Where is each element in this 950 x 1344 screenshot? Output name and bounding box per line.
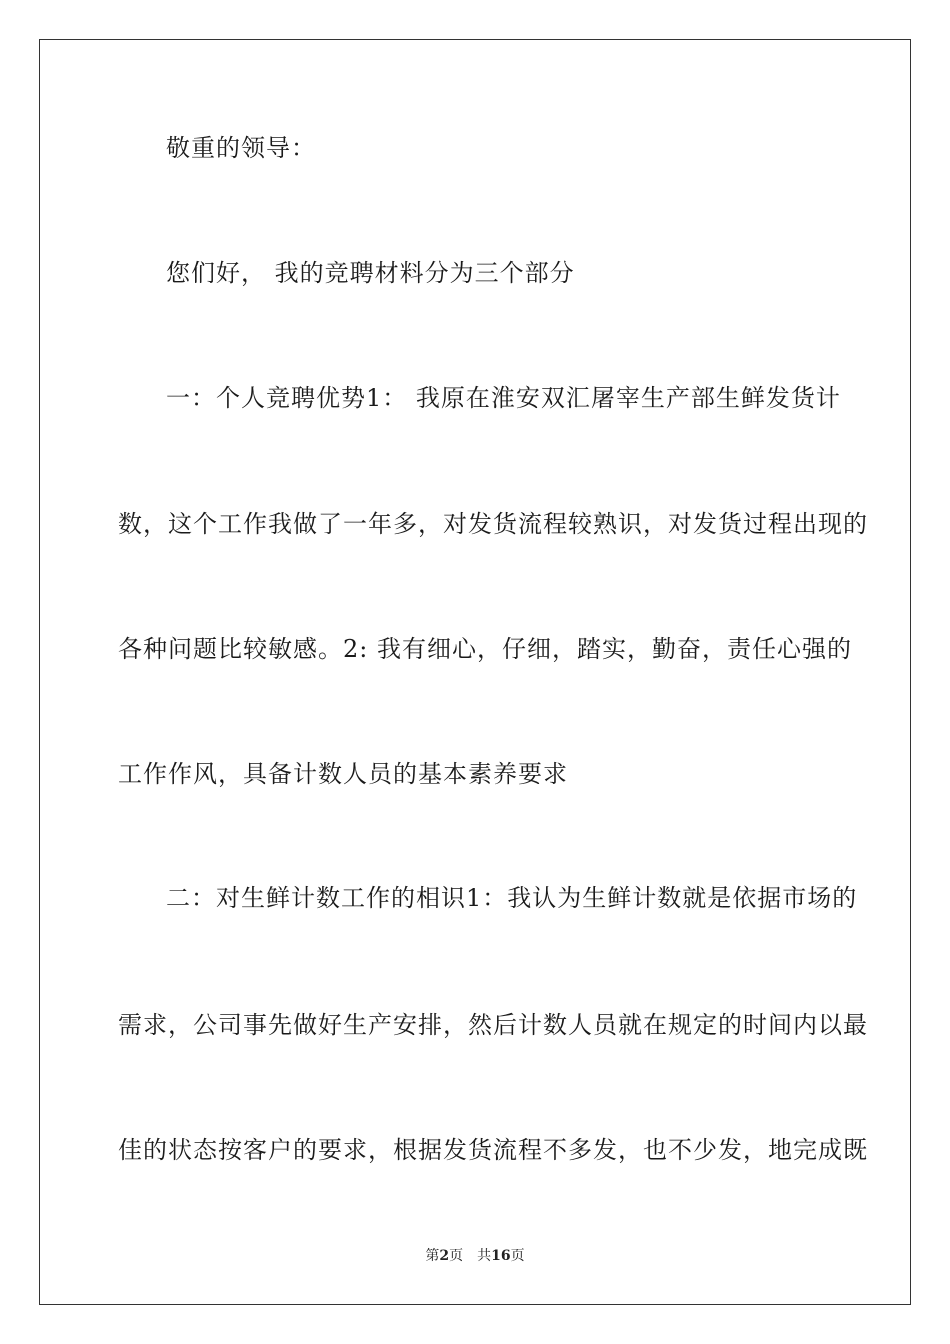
page-border — [39, 39, 911, 1305]
paragraph-line: 二：对生鲜计数工作的相识1：我认为生鲜计数就是依据市场的 — [166, 884, 858, 912]
total-pages: 16 — [491, 1248, 511, 1264]
total-prefix: 共 — [477, 1248, 492, 1264]
paragraph-line: 一：个人竞聘优势1： 我原在淮安双汇屠宰生产部生鲜发货计 — [166, 384, 841, 412]
total-suffix: 页 — [510, 1248, 525, 1264]
paragraph-line: 您们好， 我的竞聘材料分为三个部分 — [166, 259, 575, 287]
paragraph-line: 佳的状态按客户的要求，根据发货流程不多发，也不少发，地完成既 — [118, 1136, 868, 1164]
page-footer — [0, 1247, 950, 1265]
page-prefix: 第 — [425, 1248, 440, 1264]
page-suffix: 页 — [449, 1248, 464, 1264]
paragraph-line: 需求，公司事先做好生产安排，然后计数人员就在规定的时间内以最 — [118, 1011, 868, 1039]
paragraph-line: 工作作风，具备计数人员的基本素养要求 — [118, 760, 568, 788]
page-number: 2 — [439, 1248, 450, 1264]
paragraph-line: 各种问题比较敏感。2: 我有细心，仔细，踏实，勤奋，责任心强的 — [118, 635, 852, 663]
paragraph-line: 数，这个工作我做了一年多，对发货流程较熟识，对发货过程出现的 — [118, 510, 868, 538]
salutation: 敬重的领导： — [166, 134, 316, 162]
